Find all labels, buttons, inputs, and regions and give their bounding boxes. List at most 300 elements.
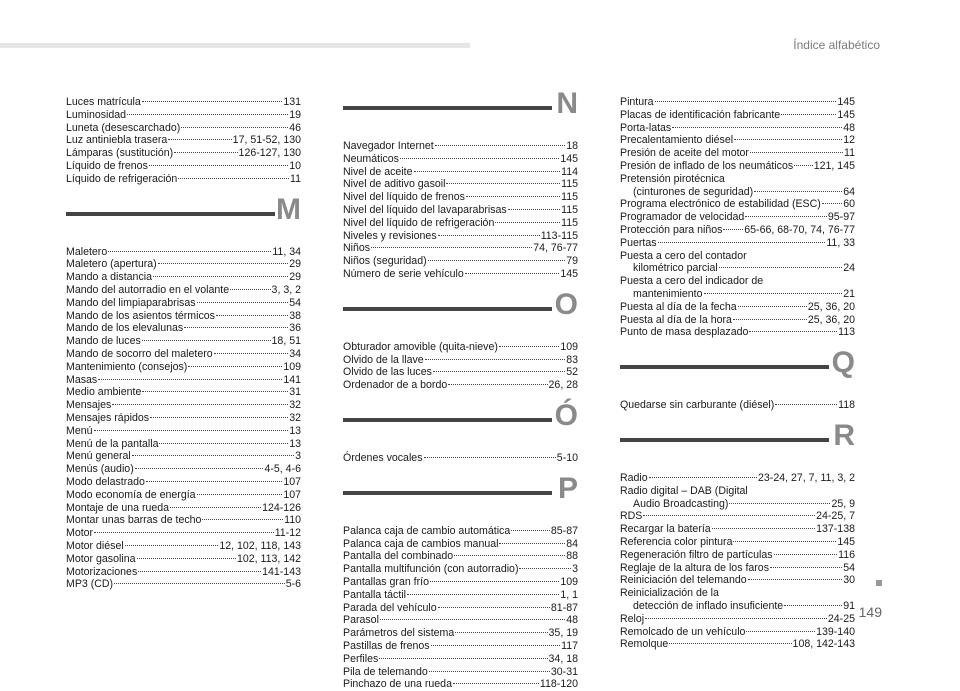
- index-column-3: [620, 96, 855, 651]
- index-entry: [66, 258, 301, 271]
- index-entry: [620, 498, 855, 511]
- entry-pages: 88: [566, 550, 578, 563]
- entry-label: Órdenes vocales: [343, 451, 423, 464]
- index-entry: [66, 284, 301, 297]
- entry-pages: 24-25, 7: [816, 510, 855, 523]
- index-entry: [343, 153, 578, 166]
- dot-leader: [142, 340, 271, 341]
- entry-label: Motor: [66, 527, 94, 540]
- index-entry: [343, 452, 578, 465]
- dot-leader: [94, 430, 289, 431]
- entry-label: Radio digital – DAB (Digital: [620, 484, 748, 497]
- entry-label: Puesta al día de la hora: [620, 313, 732, 326]
- index-entry: [343, 255, 578, 268]
- dot-leader: [178, 178, 289, 179]
- dot-leader: [150, 417, 288, 418]
- entry-pages: 13: [289, 437, 301, 450]
- entry-label: Parámetros del sistema: [343, 627, 455, 640]
- entry-pages: 17, 51-52, 130: [232, 134, 301, 147]
- dot-leader: [438, 607, 550, 608]
- index-entry: [66, 450, 301, 463]
- dot-leader: [770, 567, 842, 568]
- entry-label: Mando de los elevalunas: [66, 322, 184, 335]
- section-gap: [343, 465, 578, 481]
- dot-leader: [168, 139, 231, 140]
- entry-label: Palanca caja de cambio automática: [343, 524, 511, 537]
- entry-pages: 118: [838, 399, 855, 412]
- entry-pages: 113-115: [540, 229, 578, 242]
- entry-pages: 38: [289, 309, 301, 322]
- dot-leader: [645, 618, 827, 619]
- entry-label: Reiniciación del telemando: [620, 574, 747, 587]
- entry-pages: 29: [289, 271, 301, 284]
- entry-pages: 79: [566, 255, 578, 268]
- entry-label: Precalentamiento diésel: [620, 134, 734, 147]
- entry-label: Niños: [343, 242, 371, 255]
- dot-leader: [734, 139, 842, 140]
- index-entry: [343, 354, 578, 367]
- entry-label: Obturador amovible (quita-nieve): [343, 340, 498, 353]
- dot-leader: [149, 165, 288, 166]
- entry-label: (cinturones de seguridad): [633, 185, 754, 198]
- header-rule: [0, 43, 470, 48]
- dot-leader: [822, 203, 842, 204]
- entry-pages: 46: [289, 121, 301, 134]
- entry-pages: 25, 36, 20: [807, 313, 855, 326]
- entry-label: Medio ambiente: [66, 386, 142, 399]
- entry-pages: 19: [289, 108, 301, 121]
- dot-leader: [158, 263, 289, 264]
- entry-pages: 21: [843, 287, 855, 300]
- index-entry: [620, 472, 855, 485]
- entry-pages: 4-5, 4-6: [264, 463, 301, 476]
- entry-label: Modo economía de energía: [66, 488, 196, 501]
- index-entry: [620, 237, 855, 250]
- index-entry: [343, 589, 578, 602]
- dot-leader: [380, 619, 565, 620]
- dot-leader: [448, 384, 547, 385]
- index-entry: [620, 314, 855, 327]
- entry-pages: 102, 113, 142: [236, 552, 301, 565]
- dot-leader: [704, 293, 843, 294]
- dot-leader: [132, 455, 294, 456]
- entry-pages: 107: [283, 475, 301, 488]
- entry-label: mantenimiento: [633, 287, 703, 300]
- entry-label: Reloj: [620, 612, 645, 625]
- entry-label: Pila de telemando: [343, 665, 428, 678]
- entry-label: Menú general: [66, 450, 131, 463]
- entry-pages: 141: [283, 373, 301, 386]
- index-entry: [620, 224, 855, 237]
- dot-leader: [712, 528, 815, 529]
- section-gap: [343, 392, 578, 408]
- entry-label: Pintura: [620, 96, 654, 108]
- index-entry: [66, 502, 301, 515]
- dot-leader: [784, 605, 842, 606]
- entry-pages: 81-87: [550, 601, 578, 614]
- index-entry: [620, 626, 855, 639]
- entry-label: Líquido de frenos: [66, 159, 148, 172]
- entry-label: Montaje de una rueda: [66, 501, 170, 514]
- letter-rule: [620, 365, 829, 369]
- index-entry: [66, 335, 301, 348]
- entry-pages: 31: [289, 386, 301, 399]
- letter-heading: [343, 287, 578, 337]
- index-entry: [343, 627, 578, 640]
- entry-pages: 36: [289, 322, 301, 335]
- index-entry: [620, 250, 855, 263]
- index-entry: [620, 613, 855, 626]
- dot-leader: [429, 671, 550, 672]
- entry-label: Programador de velocidad: [620, 211, 745, 224]
- entry-pages: 85-87: [550, 524, 578, 537]
- dot-leader: [414, 171, 561, 172]
- index-entry: [620, 600, 855, 613]
- index-entry: [620, 510, 855, 523]
- entry-pages: 60: [843, 198, 855, 211]
- index-entry: [343, 614, 578, 627]
- entry-label: Nivel de aditivo gasoil: [343, 178, 446, 191]
- entry-pages: 110: [284, 514, 301, 527]
- entry-pages: 115: [561, 191, 578, 204]
- index-entry: [343, 191, 578, 204]
- entry-pages: 18: [566, 140, 578, 152]
- entry-pages: 25, 36, 20: [807, 300, 855, 313]
- index-entry: [66, 489, 301, 502]
- index-entry: [620, 134, 855, 147]
- entry-label: Audio Broadcasting): [633, 497, 729, 510]
- index-entry: [343, 525, 578, 538]
- entry-pages: 126-127, 130: [238, 147, 301, 160]
- entry-label: Referencia color pintura: [620, 535, 733, 548]
- entry-pages: 131: [283, 96, 301, 108]
- entry-pages: 35, 19: [548, 627, 578, 640]
- entry-label: Protección para niños: [620, 223, 723, 236]
- entry-label: Mantenimiento (consejos): [66, 360, 188, 373]
- index-column-2: [343, 87, 578, 691]
- entry-pages: 139-140: [816, 625, 855, 638]
- entry-pages: 113: [838, 326, 855, 339]
- entry-label: Presión de inflado de los neumáticos: [620, 159, 794, 172]
- entry-label: Número de serie vehículo: [343, 267, 464, 280]
- entry-pages: 32: [289, 411, 301, 424]
- index-entry: [620, 485, 855, 498]
- entry-pages: 1, 1: [560, 588, 578, 601]
- entry-label: Pantallas gran frío: [343, 575, 429, 588]
- entry-pages: 24: [843, 262, 855, 275]
- dot-leader: [197, 494, 283, 495]
- dot-leader: [98, 379, 282, 380]
- dot-leader: [153, 276, 288, 277]
- index-entry: [343, 268, 578, 281]
- index-entry: [620, 523, 855, 536]
- index-entry: [66, 386, 301, 399]
- index-entry: [620, 147, 855, 160]
- index-entry: [66, 553, 301, 566]
- dot-leader: [499, 543, 565, 544]
- index-entry: [343, 341, 578, 354]
- dot-leader: [371, 247, 532, 248]
- dot-leader: [655, 101, 837, 102]
- entry-label: Maletero: [66, 245, 108, 258]
- entry-pages: 26, 28: [548, 379, 578, 392]
- dot-leader: [142, 391, 288, 392]
- entry-pages: 109: [283, 360, 301, 373]
- dot-leader: [455, 632, 547, 633]
- entry-label: Perfiles: [343, 652, 379, 665]
- dot-leader: [643, 515, 815, 516]
- dot-leader: [733, 319, 807, 320]
- section-gap: [620, 412, 855, 428]
- index-entry: [66, 476, 301, 489]
- dot-leader: [430, 581, 559, 582]
- entry-label: Pantalla del combinado: [343, 550, 454, 563]
- index-entry: [66, 361, 301, 374]
- index-entry: [620, 301, 855, 314]
- letter-label: Ó: [554, 398, 578, 432]
- entry-pages: 65-66, 68-70, 74, 76-77: [744, 223, 855, 236]
- entry-pages: 12, 102, 118, 143: [219, 539, 301, 552]
- index-entry: [620, 288, 855, 301]
- entry-label: Mando de socorro del maletero: [66, 347, 213, 360]
- dot-leader: [719, 267, 842, 268]
- entry-label: Porta-latas: [620, 121, 672, 134]
- index-entry: [620, 96, 855, 109]
- entry-pages: 11, 33: [826, 236, 855, 249]
- index-entry: [343, 576, 578, 589]
- dot-leader: [216, 315, 288, 316]
- index-entry: [66, 322, 301, 335]
- entry-label: Radio: [620, 471, 648, 484]
- entry-pages: 11, 34: [272, 245, 301, 258]
- letter-heading: [343, 471, 578, 521]
- entry-label: Nivel del líquido de refrigeración: [343, 216, 495, 229]
- entry-pages: 145: [837, 535, 855, 548]
- index-entry: [620, 173, 855, 186]
- dot-leader: [669, 643, 791, 644]
- entry-label: Puertas: [620, 236, 657, 249]
- dot-leader: [649, 477, 757, 478]
- index-column-1: [66, 96, 301, 591]
- entry-label: Masas: [66, 373, 98, 386]
- index-entry: [620, 109, 855, 122]
- entry-label: Niños (seguridad): [343, 255, 427, 268]
- index-entry: [343, 602, 578, 615]
- entry-label: Mando del limpiaparabrisas: [66, 296, 196, 309]
- entry-label: Luneta (desescarchado): [66, 121, 181, 134]
- entry-pages: 118-120: [539, 678, 578, 691]
- dot-leader: [454, 555, 565, 556]
- dot-leader: [748, 579, 843, 580]
- entry-label: Programa electrónico de estabilidad (ESC): [620, 198, 821, 211]
- dot-leader: [146, 481, 282, 482]
- dot-leader: [446, 183, 560, 184]
- dot-leader: [435, 145, 566, 146]
- dot-leader: [745, 216, 827, 217]
- entry-label: Olvido de las luces: [343, 366, 432, 379]
- entry-label: Maletero (apertura): [66, 258, 157, 271]
- index-entry: [343, 140, 578, 153]
- entry-pages: 11: [844, 147, 855, 160]
- entry-pages: 115: [561, 216, 578, 229]
- entry-label: Líquido de refrigeración: [66, 172, 178, 185]
- entry-label: Pantalla táctil: [343, 588, 407, 601]
- index-entry: [620, 574, 855, 587]
- entry-label: Parada del vehículo: [343, 601, 437, 614]
- entry-label: Nivel del líquido de frenos: [343, 191, 465, 204]
- dot-leader: [754, 191, 842, 192]
- index-entry: [620, 549, 855, 562]
- entry-label: MP3 (CD): [66, 578, 114, 591]
- entry-label: Remolque: [620, 638, 669, 651]
- entry-pages: 5-10: [556, 451, 578, 464]
- entry-label: Navegador Internet: [343, 140, 434, 152]
- entry-label: Puesta a cero del contador: [620, 249, 747, 262]
- dot-leader: [746, 631, 815, 632]
- index-entry: [343, 678, 578, 691]
- dot-leader: [170, 507, 261, 508]
- dot-leader: [519, 568, 571, 569]
- entry-label: RDS: [620, 510, 643, 523]
- index-entry: [66, 147, 301, 160]
- entry-label: Lámparas (sustitución): [66, 147, 174, 160]
- index-entry: [66, 297, 301, 310]
- page-marker: [876, 580, 882, 586]
- dot-leader: [214, 353, 289, 354]
- index-entry: [343, 366, 578, 379]
- dot-leader: [508, 209, 560, 210]
- entry-label: Quedarse sin carburante (diésel): [620, 399, 775, 412]
- entry-pages: 13: [289, 424, 301, 437]
- index-entry: [66, 527, 301, 540]
- dot-leader: [425, 359, 566, 360]
- index-entry: [66, 540, 301, 553]
- dot-leader: [499, 346, 559, 347]
- index-entry: [343, 230, 578, 243]
- dot-leader: [465, 273, 560, 274]
- entry-label: Mando del autorradio en el volante: [66, 283, 230, 296]
- index-entry: [620, 122, 855, 135]
- letter-rule: [343, 307, 552, 311]
- dot-leader: [495, 222, 560, 223]
- index-entry: [66, 399, 301, 412]
- entry-label: Pastillas de frenos: [343, 639, 430, 652]
- entry-pages: 84: [566, 537, 578, 550]
- dot-leader: [159, 443, 288, 444]
- index-entry: [620, 186, 855, 199]
- entry-pages: 83: [566, 353, 578, 366]
- index-entry: [620, 536, 855, 549]
- dot-leader: [658, 242, 826, 243]
- index-entry: [66, 246, 301, 259]
- entry-label: Nivel de aceite: [343, 165, 413, 178]
- dot-leader: [781, 114, 836, 115]
- letter-rule: [343, 491, 552, 495]
- entry-label: Motorizaciones: [66, 565, 138, 578]
- entry-label: Parasol: [343, 614, 379, 627]
- entry-pages: 115: [561, 178, 578, 191]
- index-entry: [343, 666, 578, 679]
- entry-pages: 145: [837, 108, 855, 121]
- entry-label: Punto de masa desplazado: [620, 326, 749, 339]
- index-entry: [620, 211, 855, 224]
- index-entry: [66, 425, 301, 438]
- entry-pages: 95-97: [827, 211, 855, 224]
- dot-leader: [137, 558, 236, 559]
- letter-label: P: [557, 471, 578, 505]
- letter-rule: [620, 438, 829, 442]
- index-entry: [343, 166, 578, 179]
- dot-leader: [750, 152, 843, 153]
- entry-pages: 109: [560, 340, 578, 353]
- letter-label: O: [554, 287, 578, 321]
- entry-label: Luces matrícula: [66, 96, 141, 108]
- entry-pages: 54: [843, 561, 855, 574]
- entry-pages: 145: [837, 96, 855, 108]
- index-entry: [66, 310, 301, 323]
- index-entry: [620, 587, 855, 600]
- index-entry: [66, 160, 301, 173]
- entry-pages: 11: [290, 172, 301, 185]
- entry-pages: 116: [838, 548, 855, 561]
- index-entry: [620, 638, 855, 651]
- letter-heading: [343, 398, 578, 448]
- entry-label: Puesta al día de la fecha: [620, 300, 737, 313]
- dot-leader: [733, 541, 836, 542]
- section-gap: [66, 186, 301, 202]
- entry-pages: 18, 51: [271, 335, 301, 348]
- entry-label: Regeneración filtro de partículas: [620, 548, 773, 561]
- entry-label: Niveles y revisiones: [343, 229, 437, 242]
- index-entry: [620, 275, 855, 288]
- letter-heading: [620, 418, 855, 468]
- index-entry: [343, 217, 578, 230]
- dot-leader: [400, 158, 559, 159]
- dot-leader: [794, 165, 813, 166]
- entry-label: Puesta a cero del indicador de: [620, 275, 764, 288]
- index-entry: [66, 109, 301, 122]
- letter-rule: [66, 212, 275, 216]
- entry-label: Menú de la pantalla: [66, 437, 159, 450]
- index-entry: [66, 122, 301, 135]
- entry-label: Mensajes rápidos: [66, 411, 150, 424]
- entry-label: Luz antiniebla trasera: [66, 134, 168, 147]
- entry-pages: 48: [566, 614, 578, 627]
- entry-label: Luminosidad: [66, 108, 127, 121]
- letter-label: M: [276, 192, 301, 226]
- index-entry: [343, 379, 578, 392]
- entry-label: Mensajes: [66, 399, 112, 412]
- letter-heading: [66, 192, 301, 242]
- entry-pages: 34, 18: [548, 652, 578, 665]
- index-entry: [620, 562, 855, 575]
- entry-pages: 74, 76-77: [533, 242, 578, 255]
- dot-leader: [230, 289, 270, 290]
- dot-leader: [181, 127, 288, 128]
- entry-label: detección de inflado insuficiente: [633, 599, 784, 612]
- index-entry: [343, 204, 578, 217]
- index-entry: [620, 198, 855, 211]
- entry-label: Pantalla multifunción (con autorradio): [343, 563, 519, 576]
- entry-pages: 5-6: [285, 578, 301, 591]
- entry-pages: 124-126: [262, 501, 301, 514]
- dot-leader: [184, 327, 288, 328]
- index-entry: [343, 563, 578, 576]
- index-entry: [343, 242, 578, 255]
- dot-leader: [511, 530, 550, 531]
- entry-label: Pretensión pirotécnica: [620, 172, 725, 185]
- entry-pages: 34: [289, 347, 301, 360]
